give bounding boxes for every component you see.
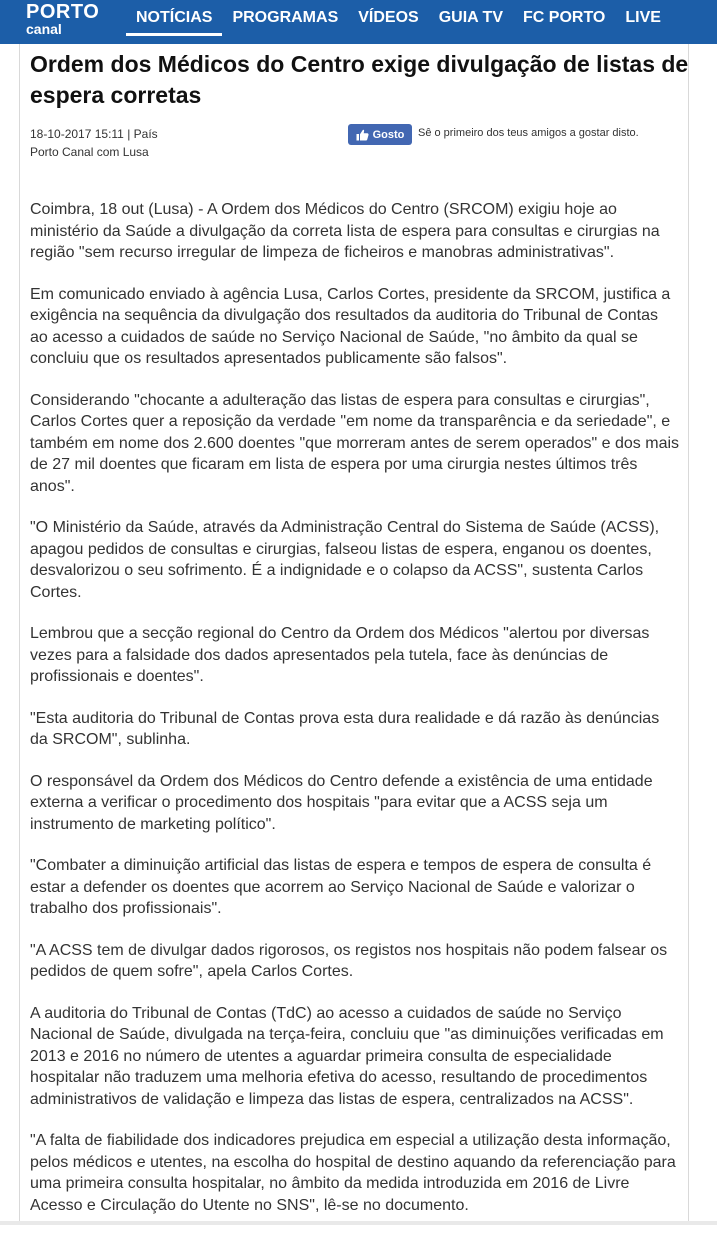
bottom-divider [0, 1221, 717, 1225]
article-date-line [30, 125, 158, 143]
nav-item-label: VÍDEOS [358, 9, 419, 26]
article-category[interactable]: País [133, 127, 158, 141]
article-paragraph: Lembrou que a secção regional do Centro da Ordem dos Médicos "alertou por diversas vezes para a falsidade dos dados apresentados pela tutela, face às denúncias de profissionais e doentes". [30, 625, 650, 685]
logo-word-canal: canal [26, 21, 62, 37]
main-nav [126, 0, 671, 36]
nav-item-label: LIVE [625, 9, 661, 26]
article-paragraph: "A falta de fiabilidade dos indicadores prejudica em especial a utilização desta informação, pelos médicos e utentes, na escolha do hospital de destino aquando da referenciação para uma primeira consulta hospitalar, no âmbito da medida introduzida em 2016 de Livre Acesso e Circulação do Utente no SNS", lê-se no documento. [30, 1132, 676, 1214]
facebook-like-button[interactable] [348, 124, 412, 145]
nav-item-label: GUIA TV [438, 9, 503, 26]
article-paragraph: A auditoria do Tribunal de Contas (TdC) ao acesso a cuidados de saúde no Serviço Nacional de Saúde, divulgada na terça-feira, concluiu que "as diminuições verificadas em 2013 e 2016 no número de utentes a aguardar primeira consulta de especialidade hospitalar não traduzem uma melhoria efetiva do acesso, resultando de procedimentos administrativos de validação e limpeza das listas de espera, centralizados na ACSS". [30, 1004, 664, 1108]
article-paragraph: Considerando "chocante a adulteração das listas de espera para consultas e cirurgias", Carlos Cortes quer a reposição da verdade "em nome da transparência e da seriedade", e também em nome dos 2.600 doentes "que morreram antes de serem operados" e dos mais de 27 mil doentes que ficaram em lista de espera por uma cirurgia nestes últimos três anos". [30, 391, 680, 495]
nav-item-videos[interactable] [348, 0, 428, 36]
nav-item-label: PROGRAMAS [232, 9, 339, 26]
nav-item-label: NOTÍCIAS [136, 9, 213, 26]
nav-item-label: FC PORTO [523, 9, 606, 26]
meta-separator: | [127, 127, 134, 141]
nav-item-live[interactable] [615, 0, 671, 36]
article-paragraph: Coimbra, 18 out (Lusa) - A Ordem dos Médicos do Centro (SRCOM) exigiu hoje ao ministério da Saúde a divulgação da correta lista de espera para consultas e cirurgias na região "sem recurso irregular de limpeza de ficheiros e manobras administrativas". [30, 201, 660, 261]
article-paragraph: "O Ministério da Saúde, através da Administração Central do Sistema de Saúde (ACSS), apagou pedidos de consultas e cirurgias, falseou listas de espera, enganou os doentes, desvalorizou o seu sofrimento. É a indignidade e o colapso da ACSS", sustenta Carlos Cortes. [30, 519, 660, 601]
porto-canal-logo[interactable] [26, 2, 99, 36]
article-body [30, 199, 680, 1236]
article-source: Porto Canal com Lusa [30, 145, 149, 159]
logo-word-porto: PORTO [26, 1, 100, 23]
facebook-social-text: Sê o primeiro dos teus amigos a gostar disto. [418, 127, 639, 139]
nav-item-fc-porto[interactable] [513, 0, 615, 36]
top-navigation-bar [0, 0, 717, 44]
nav-item-guia-tv[interactable] [429, 0, 513, 36]
article-date: 18-10-2017 15:11 [30, 127, 124, 141]
thumbs-up-icon [356, 129, 369, 141]
nav-item-programas[interactable] [222, 0, 348, 36]
nav-item-noticias[interactable] [126, 0, 222, 36]
article-paragraph: "Combater a diminuição artificial das listas de espera e tempos de espera de consulta é estar a defender os doentes que acorrem ao Serviço Nacional de Saúde e valorizar o trabalho dos profissionais". [30, 857, 652, 917]
article-paragraph: "Esta auditoria do Tribunal de Contas prova esta dura realidade e dá razão às denúncias da SRCOM", sublinha. [30, 709, 660, 748]
article-title: Ordem dos Médicos do Centro exige divulgação de listas de espera corretas [30, 51, 689, 108]
article-paragraph: "A ACSS tem de divulgar dados rigorosos, os registos nos hospitais não podem falsear os pedidos de quem sofre", apela Carlos Cortes. [30, 941, 668, 980]
article-paragraph: Em comunicado enviado à agência Lusa, Carlos Cortes, presidente da SRCOM, justifica a exigência na sequência da divulgação dos resultados da auditoria do Tribunal de Contas ao acesso a cuidados de saúde no Serviço Nacional de Saúde, "no âmbito da qual se concluiu que os resultados apresentados publicamente são falsos". [30, 285, 671, 367]
facebook-like-label: Gosto [372, 128, 405, 141]
article-paragraph: O responsável da Ordem dos Médicos do Centro defende a existência de uma entidade externa a verificar o procedimento dos hospitais "para evitar que a ACSS seja um instrumento de marketing político". [30, 772, 653, 833]
article-meta [30, 125, 158, 161]
